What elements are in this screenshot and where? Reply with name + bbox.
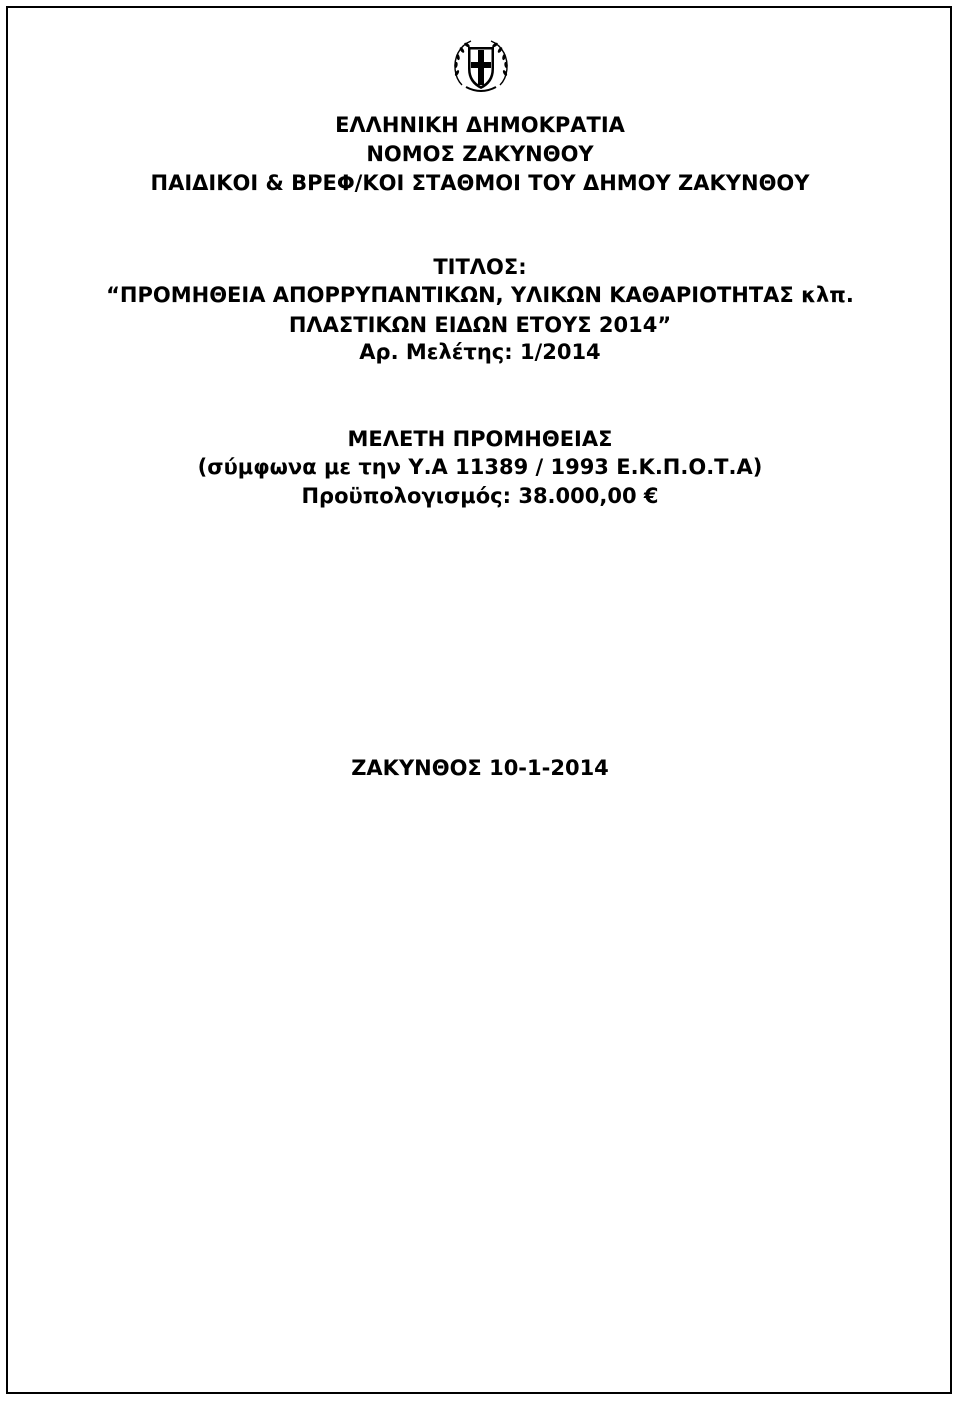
page-border — [6, 6, 952, 1394]
country-heading: ΕΛΛΗΝΙΚΗ ΔΗΜΟΚΡΑΤΙΑ — [335, 113, 625, 137]
study-heading: ΜΕΛΕΤΗ ΠΡΟΜΗΘΕΙΑΣ — [347, 427, 613, 451]
study-budget: Προϋπολογισμός: 38.000,00 € — [301, 484, 659, 508]
study-number: Αρ. Μελέτης: 1/2014 — [359, 340, 601, 364]
place-date: ΖΑΚΥΝΘΟΣ 10-1-2014 — [351, 756, 609, 780]
title-line-2: ΠΛΑΣΤΙΚΩΝ ΕΙΔΩΝ ΕΤΟΥΣ 2014” — [288, 313, 672, 337]
agency-heading: ΠΑΙΔΙΚΟΙ & ΒΡΕΦ/ΚΟΙ ΣΤΑΘΜΟΙ ΤΟΥ ΔΗΜΟΥ ΖΑΚΥΝΘΟΥ — [150, 171, 810, 195]
prefecture-heading: ΝΟΜΟΣ ΖΑΚΥΝΘΟΥ — [366, 142, 594, 166]
title-label: ΤΙΤΛΟΣ: — [433, 255, 527, 279]
title-line-1: “ΠΡΟΜΗΘΕΙΑ ΑΠΟΡΡΥΠΑΝΤΙΚΩΝ, ΥΛΙΚΩΝ ΚΑΘΑΡΙΟΤΗΤΑΣ κλπ. — [106, 283, 854, 307]
greek-coat-of-arms-icon — [448, 33, 514, 99]
study-basis: (σύμφωνα με την Υ.Α 11389 / 1993 Ε.Κ.Π.Ο.Τ.Α) — [197, 455, 763, 479]
